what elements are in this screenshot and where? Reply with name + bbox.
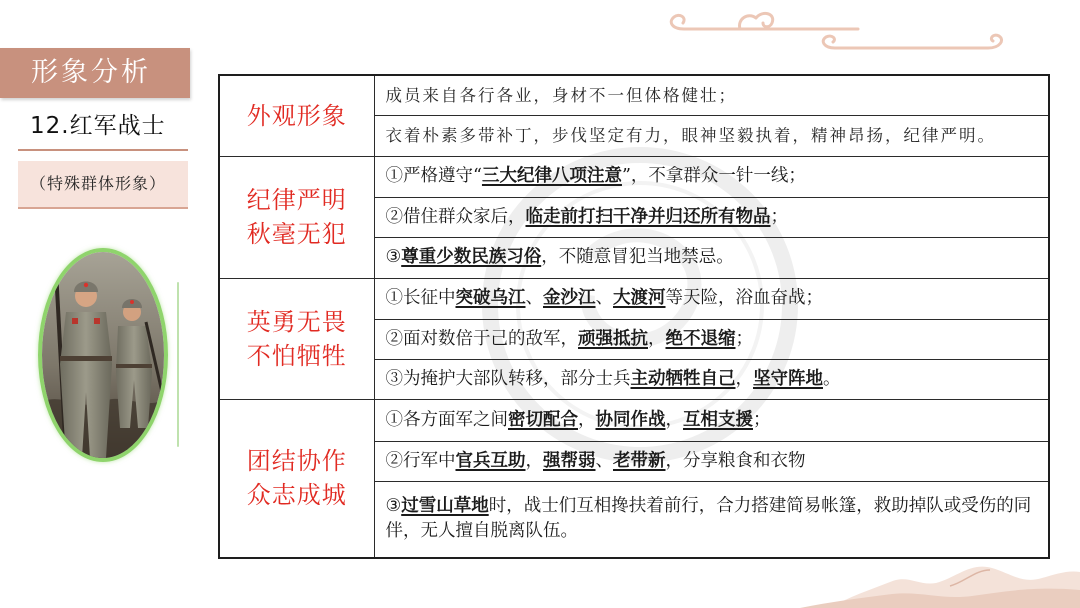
- row-cell: [374, 156, 1049, 197]
- row-cell: [374, 441, 1049, 481]
- group-heading-line: 英勇无畏: [246, 307, 347, 336]
- row-text: ③: [385, 247, 402, 267]
- group-heading-line: 外观形象: [246, 101, 347, 130]
- group-heading: [219, 156, 374, 278]
- row-text: ，: [525, 450, 543, 471]
- row-cell: [374, 319, 1049, 359]
- row-text: ”，不拿群众一针一线；: [621, 166, 806, 186]
- row-text: ，: [648, 328, 666, 349]
- row-text: 。: [823, 368, 841, 389]
- group-heading: [219, 278, 374, 399]
- table-row: [219, 156, 1049, 197]
- row-text: ，: [665, 409, 683, 430]
- key-phrase: 顽强抵抗: [578, 328, 648, 349]
- decor-mountains: [800, 556, 1080, 608]
- key-phrase: 强帮弱: [543, 450, 596, 471]
- row-cell: [374, 197, 1049, 237]
- key-phrase: 尊重少数民族习俗: [401, 247, 542, 267]
- section-title-banner: 形象分析: [0, 48, 190, 98]
- row-text: ，: [578, 409, 596, 430]
- cloud-line-lower: [823, 35, 1001, 48]
- row-text: ；: [753, 409, 771, 430]
- soldiers-photo-image: [42, 252, 164, 458]
- row-text: 成员来自各行各业，身材不一但体格健壮；: [385, 85, 737, 105]
- group-heading-line: 团结协作: [246, 447, 347, 476]
- table-row: [219, 75, 1049, 115]
- row-cell: [374, 75, 1049, 115]
- row-text: ，: [735, 368, 753, 389]
- row-text: ③: [385, 496, 402, 517]
- key-phrase: 过雪山草地: [401, 496, 489, 517]
- item-subtitle-box: （特殊群体形象）: [18, 161, 188, 209]
- group-heading-line: 不怕牺牲: [246, 341, 347, 370]
- key-phrase: 临走前打扫干净并归还所有物品: [525, 206, 771, 227]
- row-text: ②面对数倍于己的敌军，: [385, 328, 578, 349]
- row-text: ，不随意冒犯当地禁忌。: [541, 247, 734, 267]
- key-phrase: 官兵互助: [455, 450, 526, 471]
- row-cell: [374, 115, 1049, 156]
- group-heading-line: 众志成城: [246, 481, 347, 510]
- group-heading: [219, 75, 374, 156]
- row-text: ①严格遵守“: [385, 166, 482, 186]
- group-heading-line: 秋毫无犯: [246, 220, 347, 248]
- cloud-curl: [739, 13, 772, 29]
- group-heading: [219, 399, 374, 558]
- key-phrase: 密切配合: [508, 409, 578, 430]
- row-cell: [374, 481, 1049, 558]
- photo-divider-line: [177, 282, 179, 447]
- row-text: 、: [525, 288, 543, 308]
- row-cell: [374, 359, 1049, 399]
- key-phrase: 突破乌江: [455, 288, 526, 308]
- row-text: ；: [770, 206, 788, 227]
- row-cell: [374, 399, 1049, 441]
- row-text: ③为掩护大部队转移，部分士兵: [385, 368, 631, 389]
- row-text: 等天险，浴血奋战；: [665, 288, 823, 308]
- row-cell: [374, 237, 1049, 278]
- item-title: 12.红军战士: [18, 104, 188, 151]
- decor-cloud-lines: [660, 4, 1020, 64]
- key-phrase: 互相支援: [683, 409, 753, 430]
- table-row: [219, 399, 1049, 441]
- key-phrase: 三大纪律八项注意: [481, 166, 622, 186]
- key-phrase: 大渡河: [613, 288, 666, 308]
- row-text: ①各方面军之间: [385, 409, 508, 430]
- row-text: ，分享粮食和衣物: [665, 450, 806, 471]
- key-phrase: 协同作战: [595, 409, 666, 430]
- image-analysis-table: [218, 74, 1050, 559]
- key-phrase: 坚守阵地: [753, 368, 823, 389]
- row-text: 、: [595, 288, 613, 308]
- table-row: [219, 278, 1049, 319]
- row-cell: [374, 278, 1049, 319]
- row-text: 、: [595, 450, 613, 471]
- soldiers-photo: [38, 248, 168, 462]
- key-phrase: 金沙江: [543, 288, 596, 308]
- key-phrase: 主动牺牲自己: [630, 368, 736, 389]
- row-text: ②行军中: [385, 450, 456, 471]
- row-text: 衣着朴素多带补丁，步伐坚定有力，眼神坚毅执着，精神昂扬，纪律严明。: [385, 126, 996, 145]
- row-text: 时，战士们互相搀扶着前行，合力搭建简易帐篷，救助掉队或受伤的同伴，无人擅自脱离队伍。: [385, 496, 1032, 542]
- key-phrase: 老带新: [613, 450, 666, 471]
- row-text: ①长征中: [385, 288, 456, 308]
- key-phrase: 绝不退缩: [665, 328, 736, 349]
- row-text: ②借住群众家后，: [385, 206, 526, 227]
- group-heading-line: 纪律严明: [246, 186, 347, 214]
- row-text: ；: [735, 328, 753, 349]
